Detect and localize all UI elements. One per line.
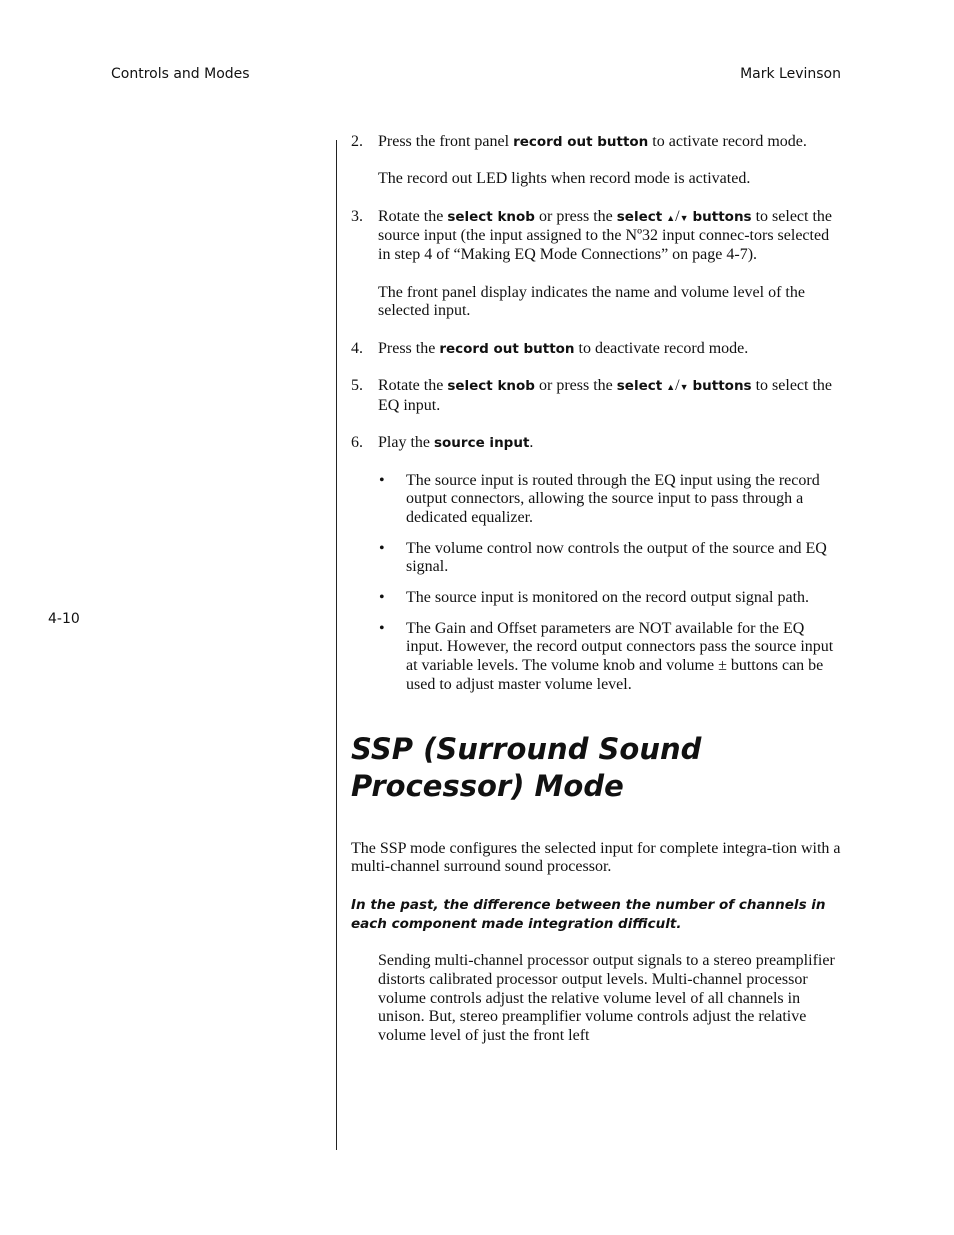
list-item [379, 589, 841, 608]
up-arrow-icon: ▲ [666, 212, 676, 223]
step-2 [351, 133, 841, 152]
step-text: to activate record mode. [648, 133, 807, 150]
step-2-note: The record out LED lights when record mode is activated. [378, 170, 751, 188]
section-intro: The SSP mode configures the selected input for complete integra-tion with a multi-channel surround sound processor. [351, 839, 841, 876]
buttons-term: buttons [692, 208, 752, 225]
step-text: Play the [378, 434, 434, 452]
step-5 [351, 377, 841, 415]
bullet-icon: • [379, 619, 385, 637]
step-number: 6. [351, 434, 363, 452]
running-header-right: Mark Levinson [740, 66, 841, 82]
step-text: Rotate the [378, 207, 448, 225]
step-text: or press the [534, 207, 617, 225]
bullet-icon: • [379, 589, 385, 607]
step-text: to select the EQ input. [378, 377, 833, 414]
bullet-icon: • [379, 471, 385, 489]
bullet-text: The Gain and Offset parameters are NOT available for the EQ input. However, the record output connectors pass the source input at variable levels. The volume knob and volume ± buttons can be used to adjust master volume level. [406, 619, 834, 693]
section-heading: SSP (Surround Sound Processor) Mode [351, 731, 702, 803]
record-out-button-term: record out button [439, 340, 575, 357]
step-4 [351, 340, 841, 359]
bullet-icon: • [379, 539, 385, 557]
bullet-list [351, 472, 841, 695]
list-item [379, 619, 841, 695]
step-text: . [529, 434, 534, 452]
step-text: Press the [378, 339, 440, 357]
list-item [379, 471, 841, 528]
step-3-note: The front panel display indicates the name and volume level of the selected input. [378, 283, 805, 320]
step-text: Rotate the [378, 377, 448, 395]
down-arrow-icon: ▼ [679, 382, 689, 393]
step-text: to select the source input (the input assigned to the Nº32 input connec-tors selected in step 4 of “Making EQ Mode Connections” on page 4-7). [378, 207, 833, 264]
source-input-term: source input [434, 435, 530, 452]
bullet-text: The source input is routed through the EQ input using the record output connectors, allowing the source input to pass through a dedicated equalizer. [406, 471, 820, 526]
arrow-separator: / [675, 207, 680, 225]
step-6 [351, 434, 841, 453]
section-lead: In the past, the difference between the number of channels in each component made integration difficult. [351, 896, 826, 932]
select-term: select [616, 378, 663, 395]
up-arrow-icon: ▲ [666, 382, 676, 393]
select-knob-term: select knob [447, 208, 535, 225]
margin-rule [336, 140, 337, 1150]
step-number: 5. [351, 377, 363, 395]
page-number: 4-10 [48, 611, 80, 627]
section-body: Sending multi-channel processor output signals to a stereo preamplifier distorts calibrated processor output levels. Multi-channel processor volume controls adjust the relative volume level of all channels in unison. But, stereo preamplifier volume controls adjust the relative volume level of just the front left [378, 952, 835, 1045]
step-3 [351, 208, 841, 265]
buttons-term: buttons [692, 378, 752, 395]
record-out-button-term: record out button [513, 134, 649, 150]
select-knob-term: select knob [447, 378, 535, 395]
step-text: Press the front panel [378, 133, 514, 150]
arrow-separator: / [675, 377, 680, 395]
step-number: 3. [351, 207, 363, 225]
running-header-left: Controls and Modes [111, 66, 250, 82]
main-content [351, 133, 841, 1065]
step-number: 2. [351, 133, 363, 150]
step-text: to deactivate record mode. [574, 339, 749, 357]
down-arrow-icon: ▼ [679, 212, 689, 223]
bullet-text: The source input is monitored on the record output signal path. [406, 589, 810, 607]
step-number: 4. [351, 339, 363, 357]
select-term: select [616, 208, 663, 225]
list-item [379, 539, 841, 577]
step-text: or press the [534, 377, 617, 395]
bullet-text: The volume control now controls the output of the source and EQ signal. [406, 539, 827, 576]
